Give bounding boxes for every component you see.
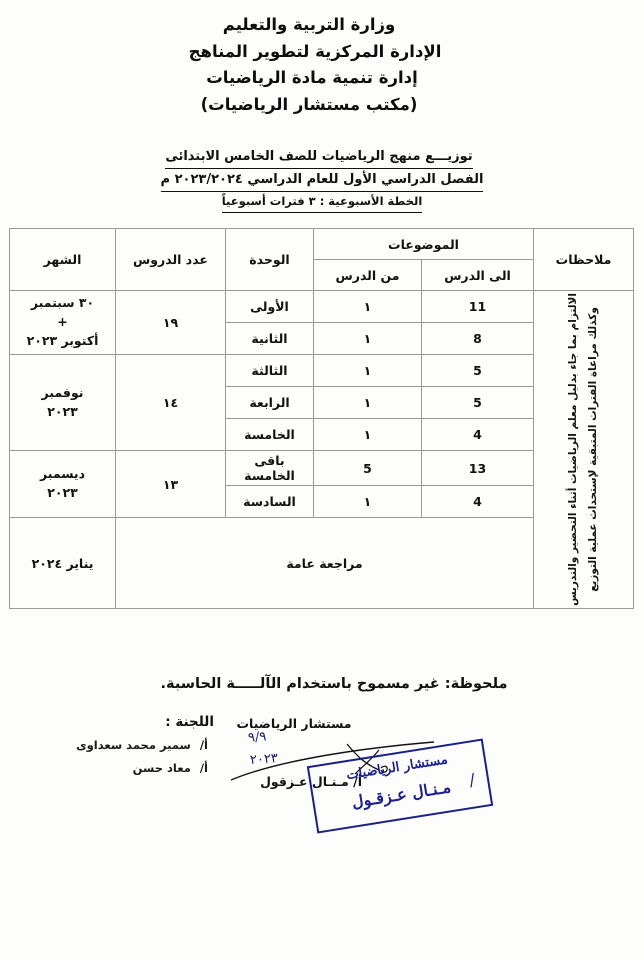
weekly-plan-text: الخطة الأسبوعية : ٣ فترات أسبوعياً bbox=[222, 192, 423, 213]
cell-to-lesson: 11 bbox=[422, 291, 534, 323]
header-from-lesson: من الدرس bbox=[314, 260, 422, 291]
ministry-line-4: (مكتب مستشار الرياضيات) bbox=[200, 95, 418, 115]
notes-text bbox=[563, 293, 604, 606]
month-line-3: أكتوبر ٢٠٢٣ bbox=[26, 332, 99, 348]
month-line-1: ٣٠ سبتمبر bbox=[30, 295, 95, 311]
month-line-2: + bbox=[57, 314, 68, 330]
member-name: سمير محمد سعداوى bbox=[76, 738, 191, 752]
cell-lesson-count: ١٤ bbox=[116, 355, 226, 451]
cell-from-lesson: ١ bbox=[314, 387, 422, 419]
stamp-slash: / bbox=[467, 770, 477, 791]
stamp-line-1: مستشار الرياضيات bbox=[345, 752, 449, 784]
cell-unit: الأولى bbox=[226, 291, 314, 323]
ministry-header bbox=[44, 12, 604, 119]
month-line-1: ديسمبر bbox=[39, 466, 86, 482]
signature-name: أ/ مـنـال عـزقول bbox=[260, 774, 362, 789]
committee-title: اللجنة : bbox=[165, 714, 214, 730]
month-line-1: نوفمبر bbox=[41, 384, 84, 400]
calculator-note-text: غير مسموح باستخدام الآلـــــة الحاسبة. bbox=[160, 676, 440, 692]
cell-to-lesson: 5 bbox=[422, 355, 534, 387]
academic-year-line bbox=[0, 169, 644, 192]
committee-member bbox=[14, 738, 214, 752]
member-name: معاد حسن bbox=[132, 761, 191, 775]
ministry-line-1: وزارة التربية والتعليم bbox=[222, 15, 396, 34]
cell-from-lesson: 5 bbox=[314, 451, 422, 486]
stamp-line-2: مـنـال عـزقـول bbox=[350, 777, 453, 812]
cell-unit: السادسة bbox=[226, 486, 314, 518]
cell-to-lesson: 13 bbox=[422, 451, 534, 486]
header-topics-group: الموضوعات bbox=[314, 229, 534, 260]
cell-from-lesson: ١ bbox=[314, 291, 422, 323]
notes-rotated-wrapper bbox=[534, 291, 633, 608]
notes-text-line-1: الالتزام بما جاء بدليل معلم الرياضيات أثناء التحضير والتدريس bbox=[567, 293, 580, 606]
document-title-block bbox=[0, 146, 644, 213]
cell-unit: الثانية bbox=[226, 323, 314, 355]
cell-unit: الثالثة bbox=[226, 355, 314, 387]
calculator-note bbox=[24, 676, 644, 692]
committee-member bbox=[14, 761, 214, 775]
cell-from-lesson: ١ bbox=[314, 419, 422, 451]
ministry-line-2: الإدارة المركزية لتطوير المناهج bbox=[188, 41, 442, 61]
cell-unit: الخامسة bbox=[226, 419, 314, 451]
signature-title: مستشار الرياضيات bbox=[236, 716, 352, 731]
calculator-note-label: ملحوظة: bbox=[444, 676, 508, 692]
cell-month bbox=[10, 291, 116, 355]
table-row bbox=[10, 291, 634, 323]
cell-unit: الرابعة bbox=[226, 387, 314, 419]
table-header-row-1 bbox=[10, 229, 634, 260]
cell-to-lesson: 5 bbox=[422, 387, 534, 419]
ministry-line-3: إدارة تنمية مادة الرياضيات bbox=[206, 68, 418, 88]
page-title bbox=[0, 146, 638, 169]
cell-to-lesson: 8 bbox=[422, 323, 534, 355]
cell-month bbox=[10, 451, 116, 518]
official-stamp bbox=[307, 738, 493, 833]
cell-lesson-count: ١٣ bbox=[116, 451, 226, 518]
header-to-lesson: الى الدرس bbox=[422, 260, 534, 291]
header-month: الشهر bbox=[10, 229, 116, 291]
page-title-text: توزيـــع منهج الرياضيات للصف الخامس الابتدائى bbox=[165, 146, 472, 169]
cell-from-lesson: ١ bbox=[314, 355, 422, 387]
header-lesson-count: عدد الدروس bbox=[116, 229, 226, 291]
header-notes: ملاحظات bbox=[534, 229, 634, 291]
weekly-plan-line bbox=[0, 192, 644, 213]
cell-from-lesson: ١ bbox=[314, 323, 422, 355]
notes-column-cell bbox=[534, 291, 634, 609]
month-line-2: ٢٠٢٣ bbox=[47, 485, 78, 500]
distribution-table bbox=[9, 228, 634, 609]
cell-to-lesson: 4 bbox=[422, 419, 534, 451]
header-unit: الوحدة bbox=[226, 229, 314, 291]
cell-to-lesson: 4 bbox=[422, 486, 534, 518]
cell-general-review: مراجعة عامة bbox=[116, 518, 534, 609]
cell-unit: باقى الخامسة bbox=[226, 451, 314, 486]
member-prefix: أ/ bbox=[199, 761, 208, 775]
member-prefix: أ/ bbox=[199, 738, 208, 752]
notes-text-line-2: وكذلك مراعاة الفترات المتبقية لإستحداث عملية التوزيع bbox=[587, 307, 600, 592]
academic-year-text: الفصل الدراسي الأول للعام الدراسي ٢٠٢٣/٢٠٢٤ م bbox=[161, 169, 484, 192]
handwritten-year: ٢٠٢٣ bbox=[249, 751, 279, 768]
month-line-2: ٢٠٢٣ bbox=[47, 403, 78, 419]
cell-month-review: يناير ٢٠٢٤ bbox=[10, 518, 116, 609]
cell-lesson-count: ١٩ bbox=[116, 291, 226, 355]
cell-month bbox=[10, 355, 116, 451]
handwritten-date: ٩/٩ bbox=[247, 729, 267, 746]
cell-from-lesson: ١ bbox=[314, 486, 422, 518]
